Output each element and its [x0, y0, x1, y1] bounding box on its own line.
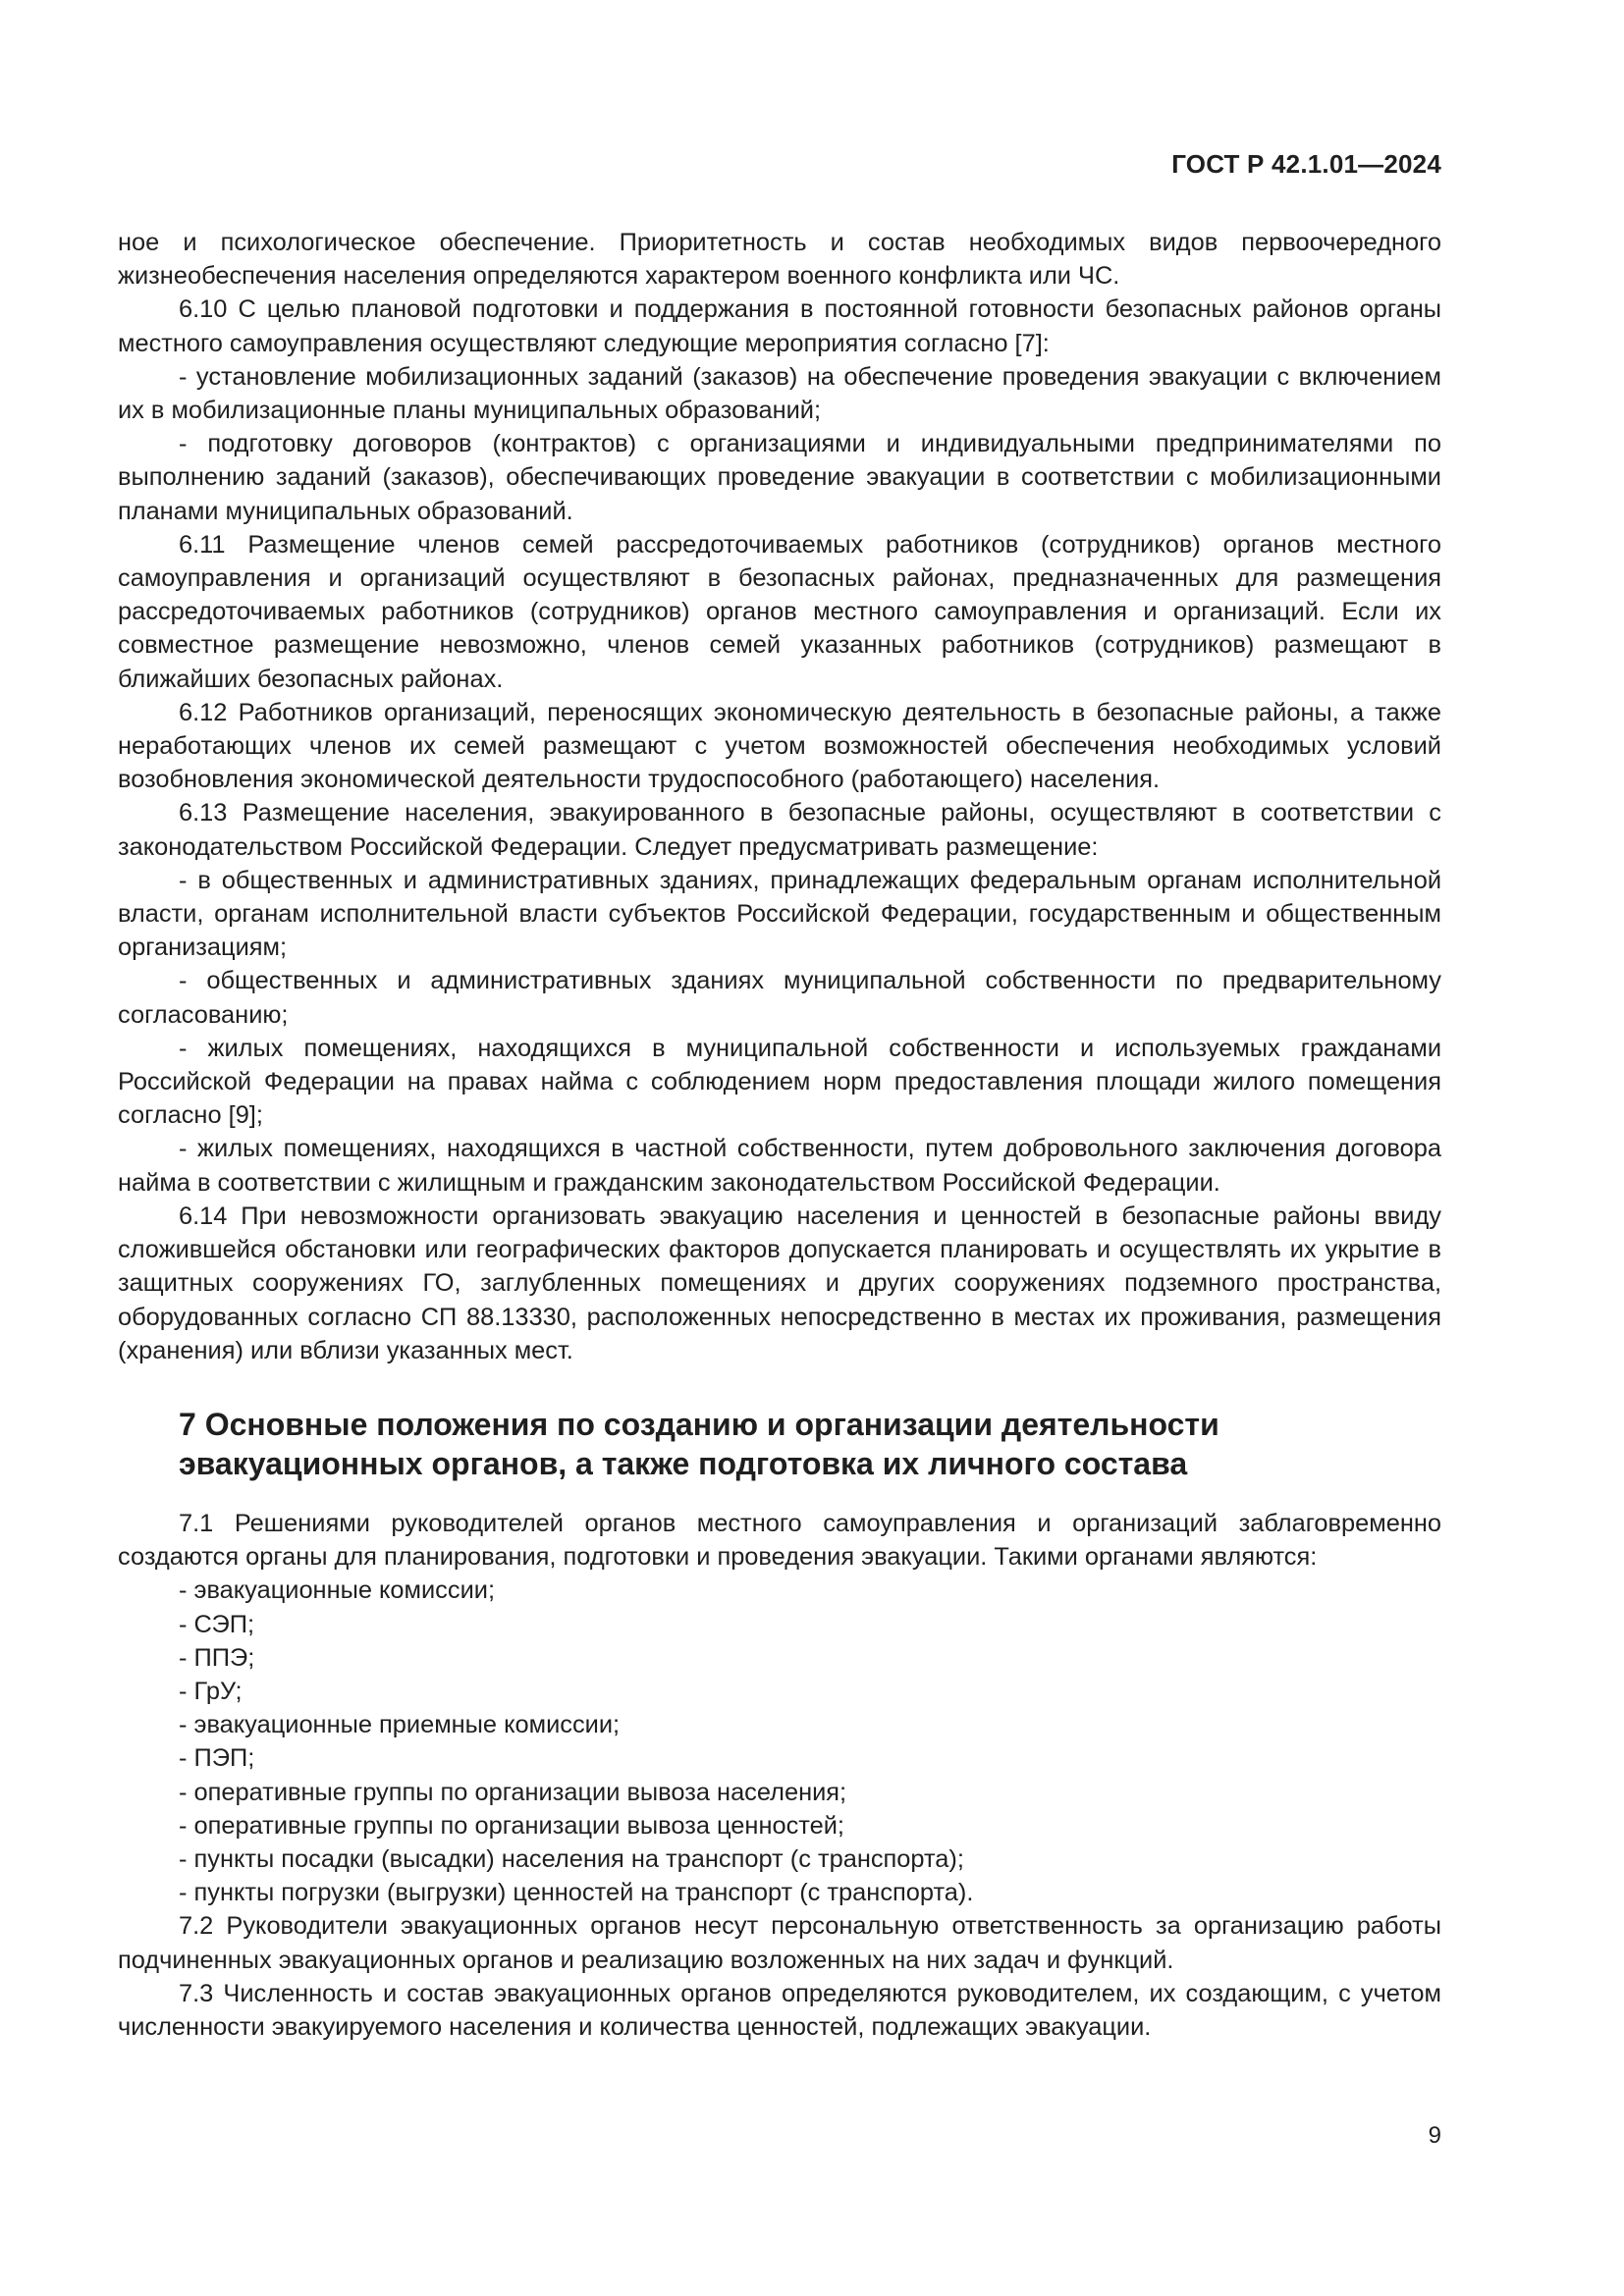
list-item: - жилых помещениях, находящихся в частной собственности, путем добровольного заключения договора найма в соответствии с жилищным и гражданским законодательством Российской Федерации. [118, 1135, 1441, 1197]
list-item: - пункты погрузки (выгрузки) ценностей на транспорт (с транспорта). [179, 1879, 974, 1907]
paragraph-6-13: 6.13 Размещение населения, эвакуированного в безопасные районы, осуществляют в соответствии с законодательством Российской Федерации. Следует предусматривать размещение: [118, 799, 1441, 861]
list-item: - ГрУ; [179, 1677, 243, 1705]
paragraph-continuation: ное и психологическое обеспечение. Приоритетность и состав необходимых видов первоочередного жизнеобеспечения населения определяются характером военного конфликта или ЧС. [118, 229, 1441, 291]
list-item: - ППЭ; [179, 1643, 255, 1672]
document-body [118, 226, 1441, 2044]
list-item: - эвакуационные приемные комиссии; [179, 1711, 621, 1739]
paragraph-7-1: 7.1 Решениями руководителей органов местного самоуправления и организаций заблаговременно создаются органы для планирования, подготовки и проведения эвакуации. Такими органами являются: [118, 1509, 1441, 1572]
paragraph-6-11: 6.11 Размещение членов семей рассредоточиваемых работников (сотрудников) органов местного самоуправления и организаций осуществляют в безопасных районах, предназначенных для размещения рассредоточиваемых работников (сотрудников) органов местного самоуправления и организаций. Если их совместное размещение невозможно, членов семей указанных работников (сотрудников) размещают в ближайших безопасных районах. [118, 530, 1441, 693]
paragraph-6-12: 6.12 Работников организаций, переносящих экономическую деятельность в безопасные районы, а также неработающих членов их семей размещают с учетом возможностей обеспечения необходимых условий возобновления экономической деятельности трудоспособного (работающего) населения. [118, 698, 1441, 794]
list-item: - пункты посадки (высадки) населения на транспорт (с транспорта); [179, 1844, 964, 1873]
list-item: - СЭП; [179, 1610, 255, 1638]
list-item: - ПЭП; [179, 1744, 255, 1773]
paragraph-6-14: 6.14 При невозможности организовать эвакуацию населения и ценностей в безопасные районы ввиду сложившейся обстановки или географических факторов допускается планировать и осуществлять их укрытие в защитных сооружениях ГО, заглубленных помещениях и других сооружениях подземного пространства, оборудованных согласно СП 88.13330, расположенных непосредственно в местах их проживания, размещения (хранения) или вблизи указанных мест. [118, 1201, 1441, 1364]
paragraph-7-3: 7.3 Численность и состав эвакуационных органов определяются руководителем, их создающим, с учетом численности эвакуируемого населения и количества ценностей, подлежащих эвакуации. [118, 1979, 1441, 2041]
list-item: - эвакуационные комиссии; [179, 1576, 495, 1605]
list-item: - в общественных и административных зданиях, принадлежащих федеральным органам исполнительной власти, органам исполнительной власти субъектов Российской Федерации, государственным и общественным организациям; [118, 866, 1441, 962]
list-item: - установление мобилизационных заданий (заказов) на обеспечение проведения эвакуации с включением их в мобилизационные планы муниципальных образований; [118, 362, 1441, 425]
list-item: - жилых помещениях, находящихся в муниципальной собственности и используемых гражданами Российской Федерации на правах найма с соблюдением норм предоставления площади жилого помещения согласно [9]; [118, 1034, 1441, 1130]
page-number: 9 [1428, 2122, 1441, 2149]
section-7-heading: 7 Основные положения по созданию и организации деятельности эвакуационных органов, а также подготовка их личного состава [179, 1406, 1219, 1481]
list-item: - оперативные группы по организации вывоза населения; [179, 1778, 847, 1806]
paragraph-6-10: 6.10 С целью плановой подготовки и поддержания в постоянной готовности безопасных районов органы местного самоуправления осуществляют следующие мероприятия согласно [7]: [118, 295, 1441, 357]
document-code: ГОСТ Р 42.1.01—2024 [1171, 149, 1441, 179]
paragraph-7-2: 7.2 Руководители эвакуационных органов несут персональную ответственность за организацию работы подчиненных эвакуационных органов и реализацию возложенных на них задач и функций. [118, 1912, 1441, 1974]
list-item: - оперативные группы по организации вывоза ценностей; [179, 1811, 844, 1840]
list-item: - общественных и административных зданиях муниципальной собственности по предварительному согласованию; [118, 967, 1441, 1029]
evacuation-bodies-list [118, 1574, 1441, 1909]
list-item: - подготовку договоров (контрактов) с организациями и индивидуальными предпринимателями по выполнению заданий (заказов), обеспечивающих проведение эвакуации в соответствии с мобилизационными планами муниципальных образований. [118, 430, 1441, 525]
